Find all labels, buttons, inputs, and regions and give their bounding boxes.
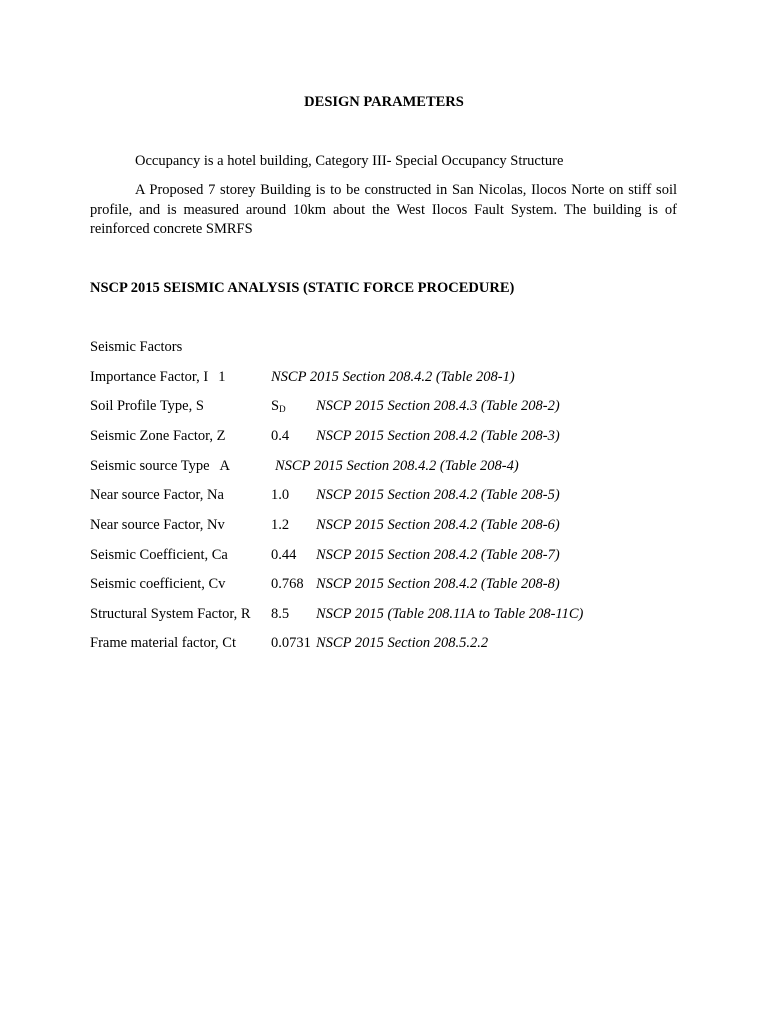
factor-reference: NSCP 2015 Section 208.4.2 (Table 208-4): [275, 458, 519, 474]
factor-value: 0.0731: [271, 635, 311, 651]
factor-reference: NSCP 2015 Section 208.4.3 (Table 208-2): [316, 398, 560, 414]
factor-value: 1.0: [271, 487, 290, 503]
factor-label: Seismic coefficient, Cv: [90, 576, 226, 592]
factor-value: A: [219, 458, 231, 474]
factors-heading: Seismic Factors: [90, 339, 183, 355]
factor-label: Near source Factor, Na: [90, 487, 224, 503]
factor-value: 0.768: [271, 576, 304, 592]
factor-reference: NSCP 2015 Section 208.4.2 (Table 208-5): [316, 487, 560, 503]
factor-reference: NSCP 2015 Section 208.4.2 (Table 208-7): [316, 547, 560, 563]
factor-reference: NSCP 2015 Section 208.5.2.2: [316, 635, 489, 651]
factor-label: Seismic Coefficient, Ca: [90, 547, 228, 563]
description-paragraph: A Proposed 7 storey Building is to be constructed in San Nicolas, Ilocos Norte on stiff soil profile, and is measured around 10km about the West Ilocos Fault System. The building is of reinforced concrete SMRFS: [90, 182, 677, 237]
factor-label: Seismic source Type A: [90, 458, 231, 474]
section-heading: NSCP 2015 SEISMIC ANALYSIS (STATIC FORCE PROCEDURE): [90, 280, 515, 296]
factor-reference: NSCP 2015 Section 208.4.2 (Table 208-6): [316, 517, 560, 533]
factor-value: 1: [218, 369, 226, 385]
factor-reference: NSCP 2015 (Table 208.11A to Table 208-11C): [316, 606, 584, 622]
factor-value: SD: [271, 398, 286, 414]
page-title: DESIGN PARAMETERS: [304, 94, 464, 110]
factor-label: Seismic Zone Factor, Z: [90, 428, 226, 444]
factor-label: Soil Profile Type, S: [90, 398, 204, 414]
factor-value: 0.4: [271, 428, 290, 444]
occupancy-paragraph: Occupancy is a hotel building, Category III- Special Occupancy Structure: [135, 153, 564, 169]
factor-reference: NSCP 2015 Section 208.4.2 (Table 208-3): [316, 428, 560, 444]
factor-reference: NSCP 2015 Section 208.4.2 (Table 208-8): [316, 576, 560, 592]
factor-label: Importance Factor, I 1: [90, 369, 226, 385]
factor-value: 0.44: [271, 547, 297, 563]
factor-label: Frame material factor, Ct: [90, 635, 236, 651]
factor-reference: NSCP 2015 Section 208.4.2 (Table 208-1): [271, 369, 515, 385]
factor-value-subscript: D: [279, 404, 286, 414]
factor-label: Near source Factor, Nv: [90, 517, 225, 533]
factor-value: 8.5: [271, 606, 290, 622]
factor-label: Structural System Factor, R: [90, 606, 251, 622]
factor-value: 1.2: [271, 517, 290, 533]
